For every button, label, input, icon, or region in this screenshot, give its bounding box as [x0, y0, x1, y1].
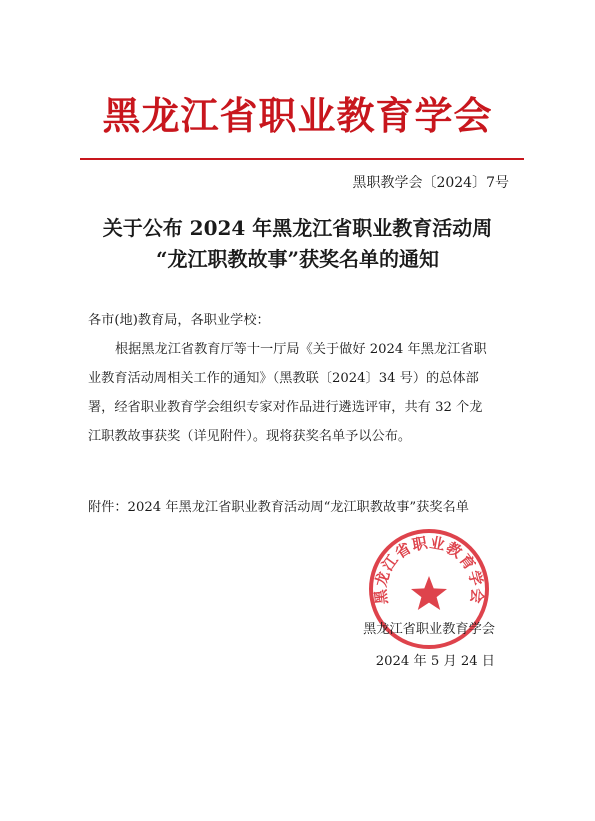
attachment-line: 附件：2024 年黑龙江省职业教育活动周“龙江职教故事”获奖名单 [88, 500, 469, 515]
red-header-rule [80, 158, 524, 160]
paragraph-line: 业教育活动周相关工作的通知》（黑教联〔2024〕34 号）的总体部 [88, 371, 479, 386]
paragraph-line: 署，经省职业教育学会组织专家对作品进行遴选评审，共有 32 个龙 [88, 400, 483, 415]
signature-date: 2024 年 5 月 24 日 [375, 654, 495, 669]
seal-star-icon [411, 576, 447, 610]
seal-text: 黑龙江省职业教育学会 [371, 533, 487, 606]
paragraph-line: 根据黑龙江省教育厅等十一厅局《关于做好 2024 年黑龙江省职 [115, 342, 487, 357]
document-number: 黑职教学会〔2024〕7号 [352, 175, 509, 191]
paragraph-line: 江职教故事获奖（详见附件）。现将获奖名单予以公布。 [88, 429, 412, 444]
notice-title-line-1: 关于公布 2024 年黑龙江省职业教育活动周 [102, 216, 493, 240]
signature-org: 黑龙江省职业教育学会 [363, 622, 495, 637]
notice-title-line-2: “龙江职教故事”获奖名单的通知 [155, 247, 439, 271]
org-header-title: 黑龙江省职业教育学会 [102, 93, 493, 138]
salutation: 各市(地)教育局，各职业学校： [88, 313, 270, 328]
